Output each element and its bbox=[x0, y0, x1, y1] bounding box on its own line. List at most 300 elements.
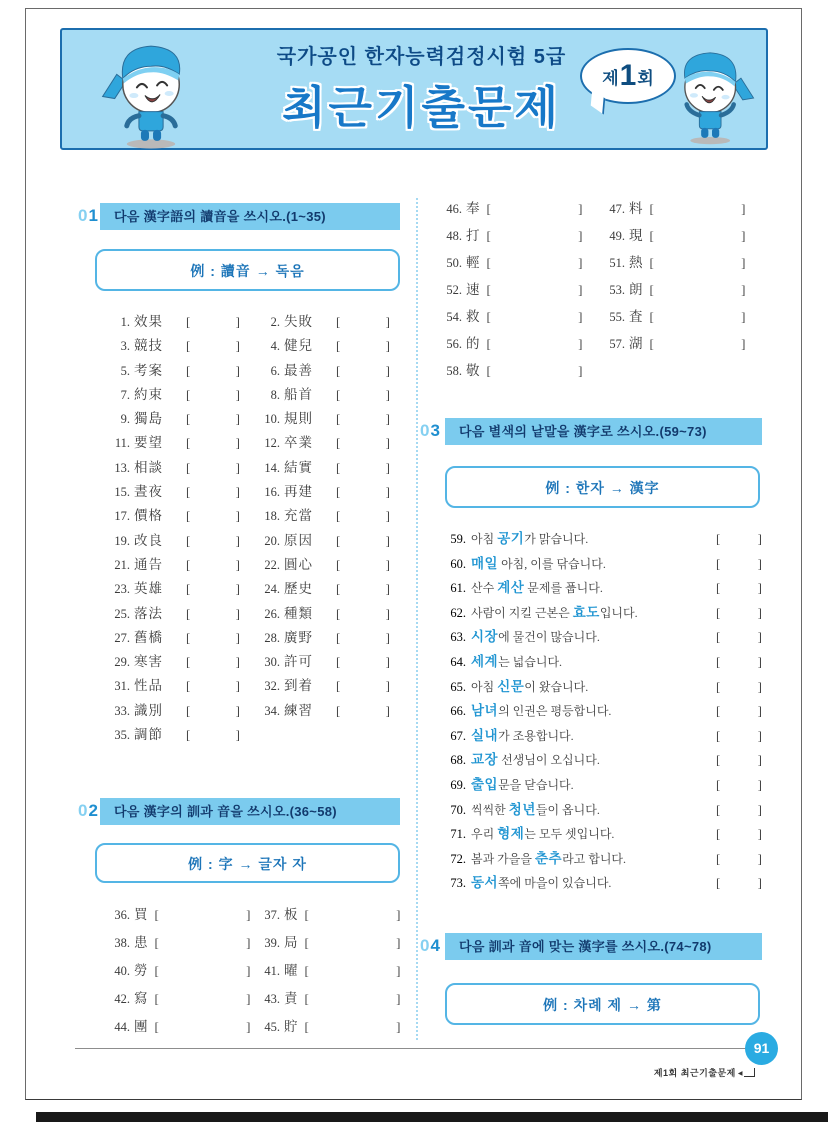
hanja-text: 患 bbox=[134, 935, 149, 950]
hanja-text: 速 bbox=[466, 282, 481, 297]
section-heading-04: 다음 訓과 音에 맞는 漢字를 쓰시오.(74~78) bbox=[445, 933, 762, 960]
bracket-close: ] bbox=[385, 605, 390, 621]
answer-blank bbox=[650, 255, 746, 271]
item-row bbox=[436, 305, 762, 332]
sentence-post: 아침, 이를 닦습니다. bbox=[498, 556, 606, 571]
exam-item bbox=[104, 1015, 254, 1043]
bracket-open: [ bbox=[336, 386, 341, 402]
sentence-item bbox=[436, 748, 766, 773]
bracket-close: ] bbox=[235, 702, 240, 718]
exam-item bbox=[254, 456, 404, 480]
hanja-text: 責 bbox=[284, 991, 299, 1006]
empty-cell bbox=[599, 359, 762, 386]
bracket-close: ] bbox=[235, 605, 240, 621]
answer-blank bbox=[716, 703, 762, 719]
section-number-digit: 3 bbox=[430, 421, 441, 440]
answer-blank bbox=[716, 580, 762, 596]
sentence-pre: 아침 bbox=[471, 679, 498, 694]
sentence-text bbox=[471, 675, 588, 696]
item-row bbox=[436, 278, 762, 305]
column-divider bbox=[416, 198, 418, 1040]
bracket-open: [ bbox=[716, 850, 721, 866]
answer-blank bbox=[305, 963, 401, 979]
bracket-close: ] bbox=[385, 314, 390, 329]
answer-blank bbox=[336, 630, 390, 646]
exam-item bbox=[104, 577, 254, 601]
bracket-open: [ bbox=[716, 531, 721, 546]
answer-blank bbox=[336, 581, 390, 597]
sentence-item bbox=[436, 552, 766, 577]
item-number: 55. bbox=[609, 310, 625, 324]
item-number: 37. bbox=[264, 908, 280, 922]
example-box-01: 例 : 讀音 → 독음 bbox=[95, 249, 400, 291]
exam-item bbox=[436, 278, 599, 305]
bracket-open: [ bbox=[186, 411, 191, 427]
bracket-open: [ bbox=[304, 907, 309, 922]
exam-item bbox=[254, 383, 404, 407]
highlight-word: 신문 bbox=[497, 678, 525, 694]
item-number: 7. bbox=[120, 387, 130, 402]
sentence-item bbox=[436, 699, 766, 724]
sentence-pre: 아침 bbox=[471, 532, 498, 546]
answer-blank bbox=[186, 411, 240, 427]
hanja-text: 晝夜 bbox=[134, 484, 163, 500]
exam-item bbox=[254, 553, 404, 577]
answer-blank bbox=[487, 336, 583, 352]
sentence-post: 는 모두 셋입니다. bbox=[524, 827, 615, 842]
sentence-item bbox=[436, 847, 766, 872]
bracket-open: [ bbox=[486, 282, 491, 297]
section-number-zero: 0 bbox=[78, 801, 89, 820]
hanja-text: 局 bbox=[284, 935, 299, 950]
item-number: 59. bbox=[450, 532, 466, 546]
bracket-open: [ bbox=[186, 581, 191, 597]
answer-blank bbox=[186, 435, 240, 451]
answer-blank bbox=[716, 629, 762, 645]
arrow-left-icon: ◀ bbox=[737, 1071, 743, 1077]
highlight-word: 계산 bbox=[497, 580, 525, 596]
hanja-text: 寫 bbox=[134, 991, 149, 1006]
highlight-word: 매일 bbox=[471, 555, 499, 571]
footer-rule bbox=[75, 1048, 747, 1049]
bracket-open: [ bbox=[336, 362, 341, 378]
sentence-item bbox=[436, 650, 766, 675]
exam-item bbox=[254, 480, 404, 504]
bracket-close: ] bbox=[235, 338, 240, 354]
bracket-open: [ bbox=[186, 508, 191, 524]
answer-blank bbox=[336, 606, 390, 622]
sentence-text bbox=[471, 871, 611, 892]
exam-item bbox=[254, 310, 404, 334]
item-number: 43. bbox=[264, 992, 280, 1006]
hanja-text: 原因 bbox=[284, 532, 313, 548]
item-number: 50. bbox=[446, 256, 462, 270]
exam-item bbox=[104, 699, 254, 723]
bracket-open: [ bbox=[716, 604, 721, 620]
bracket-open: [ bbox=[304, 935, 309, 950]
bracket-open: [ bbox=[486, 363, 491, 378]
answer-blank bbox=[650, 309, 746, 325]
item-number: 56. bbox=[446, 337, 462, 351]
item-row bbox=[104, 310, 404, 334]
answer-blank bbox=[336, 557, 390, 573]
hanja-text: 輕 bbox=[466, 255, 481, 270]
item-number: 36. bbox=[114, 908, 130, 922]
footer-label bbox=[590, 1066, 755, 1079]
bracket-open: [ bbox=[716, 678, 721, 694]
item-number: 19. bbox=[114, 533, 130, 548]
item-row bbox=[436, 359, 762, 386]
exam-item bbox=[104, 959, 254, 987]
section-number-zero: 0 bbox=[420, 936, 431, 955]
sentence-text bbox=[471, 773, 574, 794]
sentence-text bbox=[471, 798, 600, 819]
answer-blank bbox=[650, 228, 746, 244]
answer-blank bbox=[186, 363, 240, 379]
item-row bbox=[104, 529, 404, 553]
bracket-open: [ bbox=[186, 678, 191, 694]
item-number: 5. bbox=[120, 363, 130, 378]
bracket-close: ] bbox=[235, 532, 240, 548]
bracket-open: [ bbox=[716, 801, 721, 817]
answer-blank bbox=[336, 387, 390, 403]
exam-item bbox=[104, 903, 254, 931]
highlight-word: 남녀 bbox=[471, 703, 499, 719]
answer-blank bbox=[716, 556, 762, 572]
item-number: 21. bbox=[114, 557, 130, 572]
sentence-text bbox=[471, 822, 614, 843]
exam-title: 최근기출문제 bbox=[282, 82, 561, 133]
bracket-close: ] bbox=[396, 1019, 401, 1034]
hanja-text: 再建 bbox=[284, 484, 313, 500]
sentence-post: 는 넓습니다. bbox=[498, 654, 563, 669]
hanja-text: 落法 bbox=[134, 605, 163, 621]
hanja-text: 競技 bbox=[134, 338, 163, 354]
bracket-close: ] bbox=[578, 336, 583, 351]
bracket-close: ] bbox=[757, 703, 762, 719]
question-list-readings bbox=[104, 310, 404, 747]
exam-item bbox=[254, 504, 404, 528]
hanja-text: 要望 bbox=[134, 435, 163, 451]
answer-blank bbox=[186, 484, 240, 500]
item-row bbox=[436, 224, 762, 251]
sentence-pre: 사람이 지킬 근본은 bbox=[471, 605, 573, 620]
bracket-close: ] bbox=[235, 581, 240, 597]
bracket-close: ] bbox=[385, 532, 390, 548]
hanja-text: 朗 bbox=[629, 282, 644, 297]
sentence-item bbox=[436, 527, 766, 552]
bracket-close: ] bbox=[246, 1019, 251, 1034]
exam-item bbox=[104, 359, 254, 383]
exam-item bbox=[104, 626, 254, 650]
answer-blank bbox=[186, 581, 240, 597]
hanja-text: 許可 bbox=[284, 654, 313, 670]
answer-blank bbox=[716, 752, 762, 768]
answer-blank bbox=[186, 387, 240, 403]
item-number: 14. bbox=[264, 460, 280, 475]
item-number: 34. bbox=[264, 703, 280, 718]
item-number: 23. bbox=[114, 582, 130, 597]
bracket-open: [ bbox=[486, 309, 491, 324]
sentence-pre: 봄과 가을을 bbox=[471, 851, 535, 866]
item-row bbox=[104, 931, 404, 959]
example-box-02: 例 : 字 → 글자 자 bbox=[95, 843, 400, 883]
bracket-close: ] bbox=[235, 508, 240, 524]
item-number: 25. bbox=[114, 606, 130, 621]
exam-item bbox=[104, 310, 254, 334]
answer-blank bbox=[716, 777, 762, 793]
item-number: 46. bbox=[446, 202, 462, 216]
exam-item bbox=[104, 674, 254, 698]
item-row bbox=[104, 987, 404, 1015]
bracket-open: [ bbox=[186, 702, 191, 718]
answer-blank bbox=[305, 935, 401, 951]
bracket-open: [ bbox=[186, 654, 191, 670]
answer-blank bbox=[186, 606, 240, 622]
bracket-open: [ bbox=[336, 605, 341, 621]
item-row bbox=[104, 903, 404, 931]
answer-blank bbox=[336, 533, 390, 549]
sentence-text bbox=[471, 552, 606, 573]
question-list-hun-eum-right bbox=[436, 197, 762, 386]
item-row bbox=[104, 383, 404, 407]
section-heading-01: 다음 漢字語의 讀音을 쓰시오.(1~35) bbox=[100, 203, 400, 230]
hanja-text: 團 bbox=[134, 1019, 149, 1034]
item-number: 45. bbox=[264, 1020, 280, 1034]
item-row bbox=[104, 480, 404, 504]
item-number: 28. bbox=[264, 630, 280, 645]
section-number-zero: 0 bbox=[78, 206, 89, 225]
example-box-04: 例 : 차례 제 → 第 bbox=[445, 983, 760, 1025]
exam-item bbox=[104, 383, 254, 407]
bracket-close: ] bbox=[396, 907, 401, 922]
bracket-close: ] bbox=[235, 556, 240, 572]
bracket-close: ] bbox=[396, 935, 401, 950]
highlight-word: 청년 bbox=[508, 801, 536, 817]
answer-blank bbox=[336, 338, 390, 354]
section-number-digit: 1 bbox=[88, 206, 99, 225]
item-number: 31. bbox=[114, 679, 130, 694]
section-number-03 bbox=[420, 421, 441, 441]
bracket-open: [ bbox=[716, 752, 721, 768]
item-number: 17. bbox=[114, 509, 130, 524]
bracket-open: [ bbox=[186, 629, 191, 645]
bracket-open: [ bbox=[716, 555, 721, 571]
item-number: 47. bbox=[609, 202, 625, 216]
bracket-open: [ bbox=[649, 282, 654, 297]
sentence-post: 이 왔습니다. bbox=[524, 679, 589, 694]
answer-blank bbox=[716, 802, 762, 818]
exam-item bbox=[254, 699, 404, 723]
item-row bbox=[104, 407, 404, 431]
hanja-text: 價格 bbox=[134, 508, 163, 524]
section-number-01 bbox=[78, 206, 99, 226]
exam-item bbox=[104, 723, 254, 747]
bracket-open: [ bbox=[336, 338, 341, 354]
section-number-digit: 2 bbox=[88, 801, 99, 820]
answer-blank bbox=[186, 703, 240, 719]
bracket-open: [ bbox=[186, 338, 191, 354]
item-row bbox=[104, 431, 404, 455]
badge-char: 제 bbox=[602, 68, 619, 88]
bracket-close: ] bbox=[741, 201, 746, 216]
item-number: 22. bbox=[264, 557, 280, 572]
section-number-zero: 0 bbox=[420, 421, 431, 440]
answer-blank bbox=[336, 654, 390, 670]
answer-blank bbox=[186, 338, 240, 354]
item-number: 3. bbox=[120, 339, 130, 354]
sentence-text bbox=[471, 847, 626, 868]
answer-blank bbox=[155, 991, 251, 1007]
bracket-close: ] bbox=[757, 850, 762, 866]
sentence-post: 입니다. bbox=[599, 605, 638, 620]
answer-blank bbox=[186, 630, 240, 646]
bracket-close: ] bbox=[385, 678, 390, 694]
bracket-close: ] bbox=[578, 309, 583, 324]
highlight-word: 세계 bbox=[471, 653, 499, 669]
exam-item bbox=[104, 602, 254, 626]
answer-blank bbox=[155, 963, 251, 979]
item-number: 10. bbox=[264, 412, 280, 427]
bracket-open: [ bbox=[716, 776, 721, 792]
highlight-word: 실내 bbox=[471, 727, 499, 743]
hanja-text: 打 bbox=[466, 228, 481, 243]
sentence-text bbox=[471, 576, 603, 597]
bracket-open: [ bbox=[716, 629, 721, 645]
hanja-text: 調節 bbox=[134, 727, 163, 743]
item-number: 9. bbox=[120, 412, 130, 427]
item-row bbox=[104, 577, 404, 601]
exam-item bbox=[254, 577, 404, 601]
exam-item bbox=[436, 332, 599, 359]
hanja-text: 料 bbox=[629, 201, 644, 216]
exam-item bbox=[254, 1015, 404, 1043]
answer-blank bbox=[155, 935, 251, 951]
item-row bbox=[104, 959, 404, 987]
highlight-word: 동서 bbox=[471, 875, 499, 891]
answer-blank bbox=[336, 411, 390, 427]
exam-item bbox=[254, 334, 404, 358]
sentence-pre: 산수 bbox=[471, 581, 498, 596]
item-number: 53. bbox=[609, 283, 625, 297]
bracket-close: ] bbox=[757, 555, 762, 571]
item-row bbox=[104, 553, 404, 577]
item-row bbox=[104, 334, 404, 358]
sentence-post: 들이 옵니다. bbox=[535, 802, 600, 817]
item-row bbox=[104, 699, 404, 723]
bracket-close: ] bbox=[235, 727, 240, 743]
bracket-open: [ bbox=[486, 228, 491, 243]
sentence-post: 라고 합니다. bbox=[562, 851, 627, 866]
answer-blank bbox=[186, 654, 240, 670]
exam-item bbox=[599, 251, 762, 278]
answer-blank bbox=[716, 605, 762, 621]
exam-item bbox=[599, 332, 762, 359]
bracket-open: [ bbox=[336, 435, 341, 451]
exam-item bbox=[254, 359, 404, 383]
page-number-badge: 91 bbox=[745, 1032, 778, 1065]
sentence-pre: 씩씩한 bbox=[471, 802, 509, 817]
bracket-close: ] bbox=[235, 435, 240, 451]
sentence-post: 문제를 풉니다. bbox=[524, 581, 603, 596]
item-number: 33. bbox=[114, 703, 130, 718]
bracket-open: [ bbox=[154, 1019, 159, 1034]
sentence-item bbox=[436, 822, 766, 847]
bracket-open: [ bbox=[186, 605, 191, 621]
bracket-open: [ bbox=[186, 556, 191, 572]
answer-blank bbox=[336, 703, 390, 719]
hanja-text: 約束 bbox=[134, 386, 163, 402]
answer-blank bbox=[650, 201, 746, 217]
answer-blank bbox=[305, 1019, 401, 1035]
item-row bbox=[104, 1015, 404, 1043]
item-row bbox=[104, 626, 404, 650]
bracket-close: ] bbox=[385, 484, 390, 500]
item-number: 66. bbox=[450, 704, 466, 719]
bracket-close: ] bbox=[235, 678, 240, 694]
item-number: 52. bbox=[446, 283, 462, 297]
exam-item bbox=[254, 407, 404, 431]
item-number: 73. bbox=[450, 876, 466, 891]
bracket-close: ] bbox=[757, 752, 762, 768]
bracket-open: [ bbox=[336, 581, 341, 597]
item-number: 72. bbox=[450, 851, 466, 866]
empty-cell bbox=[254, 723, 404, 747]
bracket-close: ] bbox=[235, 411, 240, 427]
mascot-right-icon bbox=[664, 42, 760, 146]
sentence-text bbox=[471, 699, 611, 720]
hanja-text: 相談 bbox=[134, 459, 163, 475]
item-row bbox=[104, 456, 404, 480]
answer-blank bbox=[716, 875, 762, 891]
bracket-open: [ bbox=[336, 459, 341, 475]
item-number: 54. bbox=[446, 310, 462, 324]
bracket-open: [ bbox=[186, 459, 191, 475]
answer-blank bbox=[487, 309, 583, 325]
answer-blank bbox=[716, 531, 762, 547]
exam-item bbox=[254, 529, 404, 553]
item-number: 71. bbox=[450, 827, 466, 842]
item-number: 24. bbox=[264, 582, 280, 597]
bracket-close: ] bbox=[757, 776, 762, 792]
bracket-open: [ bbox=[336, 629, 341, 645]
banner-text bbox=[232, 40, 611, 136]
highlight-word: 시장 bbox=[471, 629, 499, 645]
hanja-text: 買 bbox=[134, 907, 149, 922]
section-number-04 bbox=[420, 936, 441, 956]
bracket-close: ] bbox=[757, 875, 762, 891]
hanja-text: 貯 bbox=[284, 1019, 299, 1034]
highlight-word: 교장 bbox=[471, 752, 499, 768]
exam-item bbox=[104, 529, 254, 553]
item-number: 30. bbox=[264, 655, 280, 670]
bracket-close: ] bbox=[757, 678, 762, 694]
round-number-badge bbox=[580, 48, 676, 104]
bracket-open: [ bbox=[336, 314, 341, 329]
item-number: 35. bbox=[114, 728, 130, 743]
exam-item bbox=[104, 407, 254, 431]
answer-blank bbox=[487, 228, 583, 244]
item-number: 41. bbox=[264, 964, 280, 978]
bracket-open: [ bbox=[649, 201, 654, 216]
bracket-close: ] bbox=[385, 362, 390, 378]
answer-blank bbox=[336, 678, 390, 694]
hanja-text: 的 bbox=[466, 336, 481, 351]
item-number: 69. bbox=[450, 777, 466, 792]
question-list-sentences bbox=[436, 527, 766, 896]
answer-blank bbox=[716, 728, 762, 744]
sentence-text bbox=[471, 724, 574, 745]
